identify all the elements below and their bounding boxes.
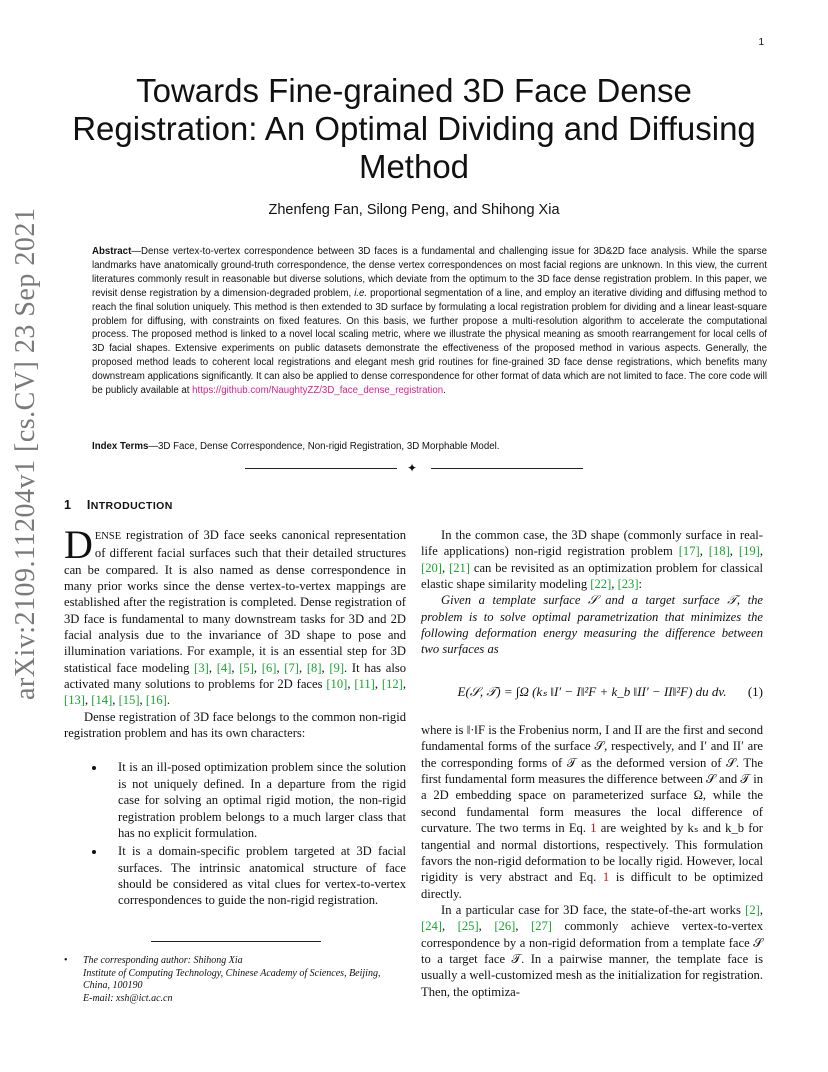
footnote-email: E-mail: xsh@ict.ac.cn xyxy=(83,992,173,1004)
citation[interactable]: [26] xyxy=(494,919,516,934)
arxiv-identifier: arXiv:2109.11204v1 [cs.CV] 23 Sep 2021 xyxy=(10,207,41,700)
section-number: 1 xyxy=(64,498,72,512)
citation[interactable]: [21] xyxy=(449,560,470,575)
equation-reference[interactable]: 1 xyxy=(590,821,597,836)
diamond-icon: ✦ xyxy=(407,461,418,475)
section-title-first: I xyxy=(86,498,91,512)
right-column xyxy=(421,527,763,1000)
citation[interactable]: [20] xyxy=(421,560,442,575)
list-item: • It is a domain-specific problem targeted at 3D facial surfaces. The intrinsic anatomical structure of face should be considered as vital clues for vertex-to-vertex correspondences to guide the non-rigid registration. xyxy=(106,843,406,908)
right-text-4b: commonly achieve vertex-to-vertex correspondence by a non-rigid deformation from a template face 𝒮 to a target face 𝒯. In a pairwise manner, the template face is usually a well-customized mesh as the initialization for registration. Then, the optimiza- xyxy=(421,919,764,999)
equation-reference[interactable]: 1 xyxy=(602,870,610,885)
intro-paragraph-1: DENSE registration of 3D face seeks canonical representation of different facial surfaces such that their detailed structures can be compared. It is also named as dense correspondence in many prior works since the dense vertex-to-vertex mappings are established after the registration is completed. Dense registration of 3D face is fundamental to many downstream tasks for 3D and 2D facial analysis due to the invariance of 3D shape to pose and illumination variations. For example, it is an essential step for 3D statistical face modeling [3], [4], [5], [6], [7], [8], [9]. It has also activated many solutions to problems for 2D faces [10], [11], [12], [13], [14], [15], [16]. xyxy=(64,522,407,708)
citation[interactable]: [8] xyxy=(306,660,322,675)
citation[interactable]: [23] xyxy=(617,577,639,592)
footnote-affiliation: Institute of Computing Technology, Chinese Academy of Sciences, Beijing, China, 100190 xyxy=(83,967,381,992)
citation[interactable]: [27] xyxy=(531,919,552,934)
list-item: • It is an ill-posed optimization problem since the solution is not uniquely defined. In a departure from the rigid case for solving an optimal rigid motion, the non-rigid registration problem belongs to a much larger class that has no explicit formulation. xyxy=(106,759,406,841)
citation[interactable]: [22] xyxy=(590,577,612,592)
drop-cap: D xyxy=(64,522,93,567)
citation[interactable]: [10] xyxy=(326,677,348,692)
citation[interactable]: [12] xyxy=(381,677,403,692)
abstract-end: . xyxy=(443,385,446,397)
citation[interactable]: [14] xyxy=(91,693,113,708)
footnote-rule xyxy=(151,941,321,942)
intro-text-b: . It has also activated many solutions to problems for 2D faces xyxy=(64,660,407,692)
right-paragraph-1: In the common case, the 3D shape (commonly surface in real-life applications) non-rigid registration problem [17], [18], [19], [20], [21] can be revisited as an optimization problem for classical elastic shape similarity modeling [22], [23]: xyxy=(421,528,764,592)
footnote xyxy=(64,955,406,1005)
intro-paragraph-2: Dense registration of 3D face belongs to the common non-rigid registration problem and has its own characters: xyxy=(64,709,406,741)
characteristics-list xyxy=(64,759,406,908)
abstract-text-2: proportional segmentation of a line, and employ an iterative dividing and diffusing method to reach the final solution uniquely. This method is then extended to 3D surface by formulating a local registration problem for dividing and a linear least-square problem for diffusing, with constraints on fixed features. On this basis, we further propose a multi-resolution algorithm to accelerate the computational process. The proposed method is linked to a novel local scaling metric, where we illustrate the physical meaning as smooth rearrangement for local cells of 3D facial shapes. Extensive experiments on public datasets demonstrate the effectiveness of the proposed method in various aspects. Generally, the proposed method leads to coherent local registrations and elegant mesh grid routines for fine-grained 3D face dense registrations, which benefits many downstream applications significantly. It can also be applied to dense correspondence for other format of data which are not limited to face. The core code will be publicly available at xyxy=(92,287,767,397)
citation[interactable]: [11] xyxy=(354,677,375,692)
citation[interactable]: [6] xyxy=(261,660,277,675)
right-paragraph-4: In a particular case for 3D face, the state-of-the-art works [2], [24], [25], [26], [27] commonly achieve vertex-to-vertex correspondence by a non-rigid deformation from a template face 𝒮 to a target face 𝒯. In a pairwise manner, the template face is usually a well-customized mesh as the initialization for registration. Then, the optimiza- xyxy=(421,902,764,999)
citation[interactable]: [19] xyxy=(738,544,760,559)
citation[interactable]: [2] xyxy=(745,902,760,917)
right-text-b: can be revisited as an optimization problem for classical elastic shape similarity modeling xyxy=(421,560,763,592)
citation[interactable]: [13] xyxy=(64,693,85,708)
citation[interactable]: [25] xyxy=(457,919,479,934)
citation[interactable]: [24] xyxy=(421,919,442,934)
right-paragraph-3 xyxy=(421,722,763,902)
right-text-3a: where is ‖·‖F is the Frobenius norm, I and II are the first and second fundamental forms of the surface 𝒮, respectively, and I′ and II′ are the corresponding forms of 𝒯 as the deformed version of 𝒮. The first fundamental form measures the difference between 𝒮 and 𝒯 in a 2D embedding space on parameterized surface Ω, while the second fundamental form measures the local difference of curvature. The two terms in Eq. xyxy=(421,723,763,836)
author-list: Zhenfeng Fan, Silong Peng, and Shihong Xia xyxy=(268,202,560,218)
section-divider xyxy=(245,461,583,475)
citation[interactable]: [3] xyxy=(194,660,209,675)
citation[interactable]: [9] xyxy=(329,660,345,675)
abstract-label: Abstract xyxy=(92,246,132,257)
code-url-link[interactable]: https://github.com/NaughtyZZ/3D_face_dense_registration xyxy=(192,385,444,397)
citation[interactable]: [5] xyxy=(239,660,254,675)
paper-title: Towards Fine-grained 3D Face Dense Registration: An Optimal Dividing and Diffusing Method xyxy=(72,72,756,185)
citation[interactable]: [4] xyxy=(216,660,232,675)
index-terms-text: —3D Face, Dense Correspondence, Non-rigid Registration, 3D Morphable Model. xyxy=(148,441,500,452)
citation[interactable]: [16] xyxy=(145,693,167,708)
equation-number: (1) xyxy=(747,683,763,699)
section-heading xyxy=(64,498,173,512)
abstract xyxy=(92,245,767,398)
footnote-bullet: • xyxy=(64,955,68,966)
equation-1 xyxy=(421,684,763,700)
citation[interactable]: [17] xyxy=(678,544,700,559)
right-text-3c: is difficult to be optimized directly. xyxy=(421,870,763,901)
index-terms xyxy=(92,441,767,452)
abstract-ie: i.e. xyxy=(354,287,368,299)
citation[interactable]: [18] xyxy=(708,544,730,559)
right-text-3b: are weighted by kₛ and k_b for tangential and normal distortions, respectively. This formulation favors the non-rigid deformation to be locally rigid. However, local rigidity is very abstract and Eq. xyxy=(421,821,763,885)
section-title-rest: NTRODUCTION xyxy=(90,500,173,512)
right-text-a: In the common case, the 3D shape (commonly surface in real-life applications) non-rigid registration problem xyxy=(421,528,763,559)
citation[interactable]: [7] xyxy=(284,660,299,675)
smallcaps-word: ENSE xyxy=(94,531,122,542)
citation[interactable]: [15] xyxy=(118,693,140,708)
left-column xyxy=(64,522,407,911)
right-text-4a: In a particular case for 3D face, the state-of-the-art works xyxy=(441,902,746,917)
page-number: 1 xyxy=(758,37,764,48)
footnote-author: The corresponding author: Shihong Xia xyxy=(83,955,243,966)
equation-body: E(𝒮, 𝒯) = ∫Ω (kₛ ‖I′ − I‖²F + k_b ‖II′ − II‖²F) du dv. xyxy=(457,683,727,699)
abstract-text: —Dense vertex-to-vertex correspondence between 3D faces is a fundamental and challenging issue for 3D&2D face analysis. While the sparse landmarks have anatomically ground-truth correspondence, the dense vertex correspondences on most facial regions are unknown. In this view, the current literatures commonly result in reasonable but diverse solutions, which deviate from the optimum to the 3D face dense registration problem. In this paper, we revisit dense registration by a dimension-degraded problem, xyxy=(92,246,767,299)
problem-statement: Given a template surface 𝒮 and a target surface 𝒯, the problem is to solve optimal parametrization that minimizes the following deformation energy measuring the difference between two surfaces as xyxy=(421,593,763,657)
index-terms-label: Index Terms xyxy=(92,441,149,452)
intro-text-a: registration of 3D face seeks canonical representation of different facial surfaces such that their detailed structures can be compared. It is also named as dense correspondence in many prior works since the dense vertex-to-vertex mappings are established after the registration is completed. Dense registration of 3D face is fundamental to many downstream tasks for 3D and 2D facial analysis due to the invariance of 3D shape to pose and illumination variations. For example, it is an essential step for 3D statistical face modeling xyxy=(64,528,406,675)
